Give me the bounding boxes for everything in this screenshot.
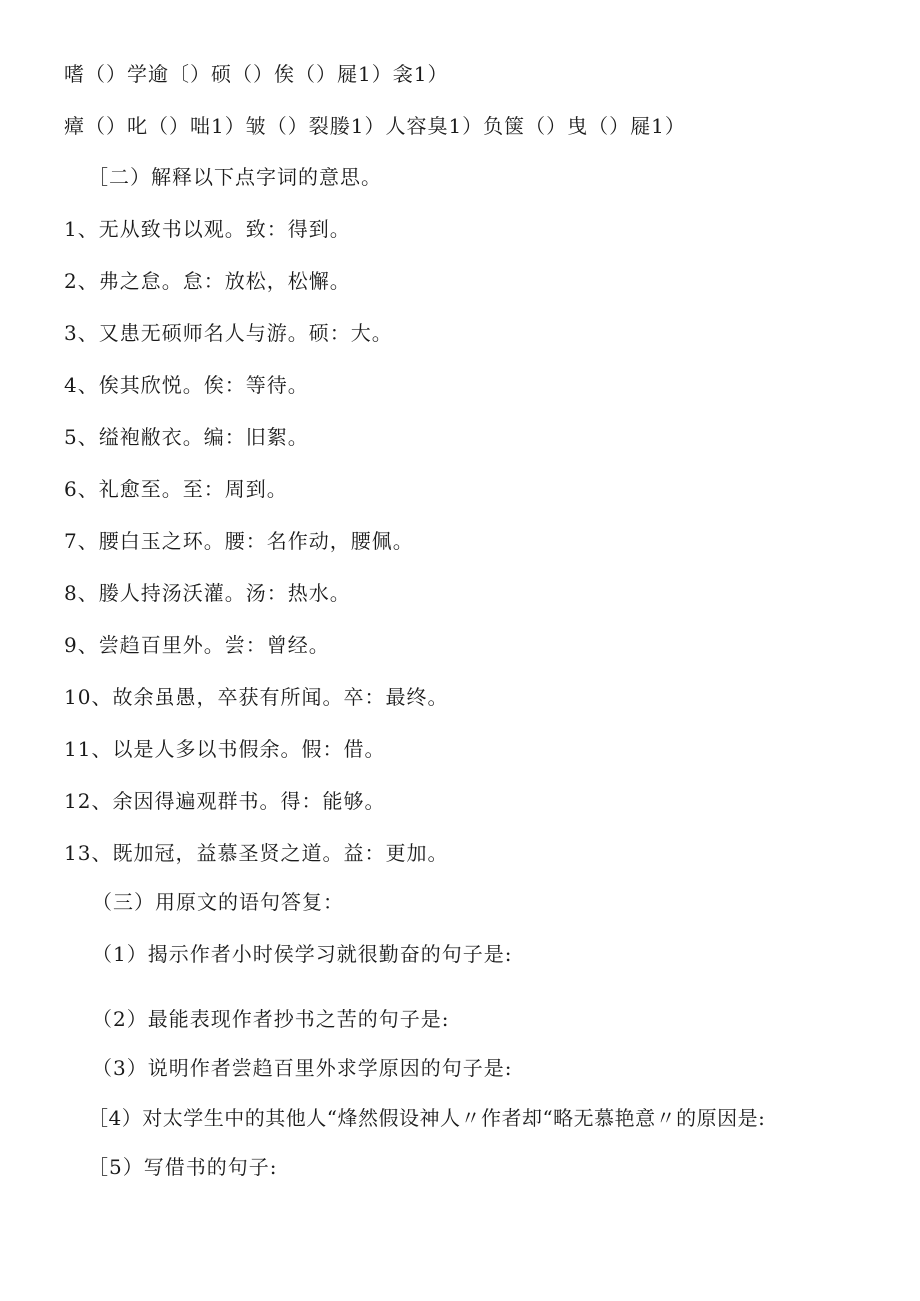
section-two-heading: ［二）解释以下点字词的意思。 [88, 165, 382, 189]
definition-item-4: 4、俟其欣悦。俟：等待。 [64, 373, 309, 397]
definition-item-5: 5、缢袍敝衣。编：旧絮。 [64, 425, 309, 449]
definition-item-3: 3、又患无硕师名人与游。硕：大。 [64, 321, 393, 345]
definition-item-8: 8、媵人持汤沃灌。汤：热水。 [64, 581, 351, 605]
definition-item-2: 2、弗之怠。怠：放松，松懈。 [64, 269, 351, 293]
definition-item-9: 9、尝趋百里外。尝：曾经。 [64, 633, 330, 657]
phonetic-line-1: 嗜（）学逾〔）硕（）俟（）屣1）衾1） [64, 62, 449, 86]
definition-item-11: 11、以是人多以书假余。假：借。 [64, 737, 386, 761]
definition-item-7: 7、腰白玉之环。腰：名作动，腰佩。 [64, 529, 414, 553]
phonetic-line-2: 瘴（）叱（）咄1）皱（）裂媵1）人容臭1）负箧（）曳（）屣1） [64, 114, 686, 138]
question-4: ［4）对太学生中的其他人“烽然假设神人〃作者却“略无慕艳意〃的原因是: [88, 1106, 766, 1130]
question-5: ［5）写借书的句子: [88, 1155, 278, 1179]
question-3: （3）说明作者尝趋百里外求学原因的句子是: [92, 1056, 513, 1080]
definition-item-12: 12、余因得遍观群书。得：能够。 [64, 789, 386, 813]
definition-item-10: 10、故余虽愚，卒获有所闻。卒：最终。 [64, 685, 449, 709]
section-three-heading: （三）用原文的语句答复： [92, 890, 344, 914]
definition-item-6: 6、礼愈至。至：周到。 [64, 477, 288, 501]
question-2: （2）最能表现作者抄书之苦的句子是: [92, 1007, 450, 1031]
definition-item-13: 13、既加冠，益慕圣贤之道。益：更加。 [64, 841, 449, 865]
definition-item-1: 1、无从致书以观。致：得到。 [64, 217, 351, 241]
question-1: （1）揭示作者小时侯学习就很勤奋的句子是: [92, 942, 513, 966]
